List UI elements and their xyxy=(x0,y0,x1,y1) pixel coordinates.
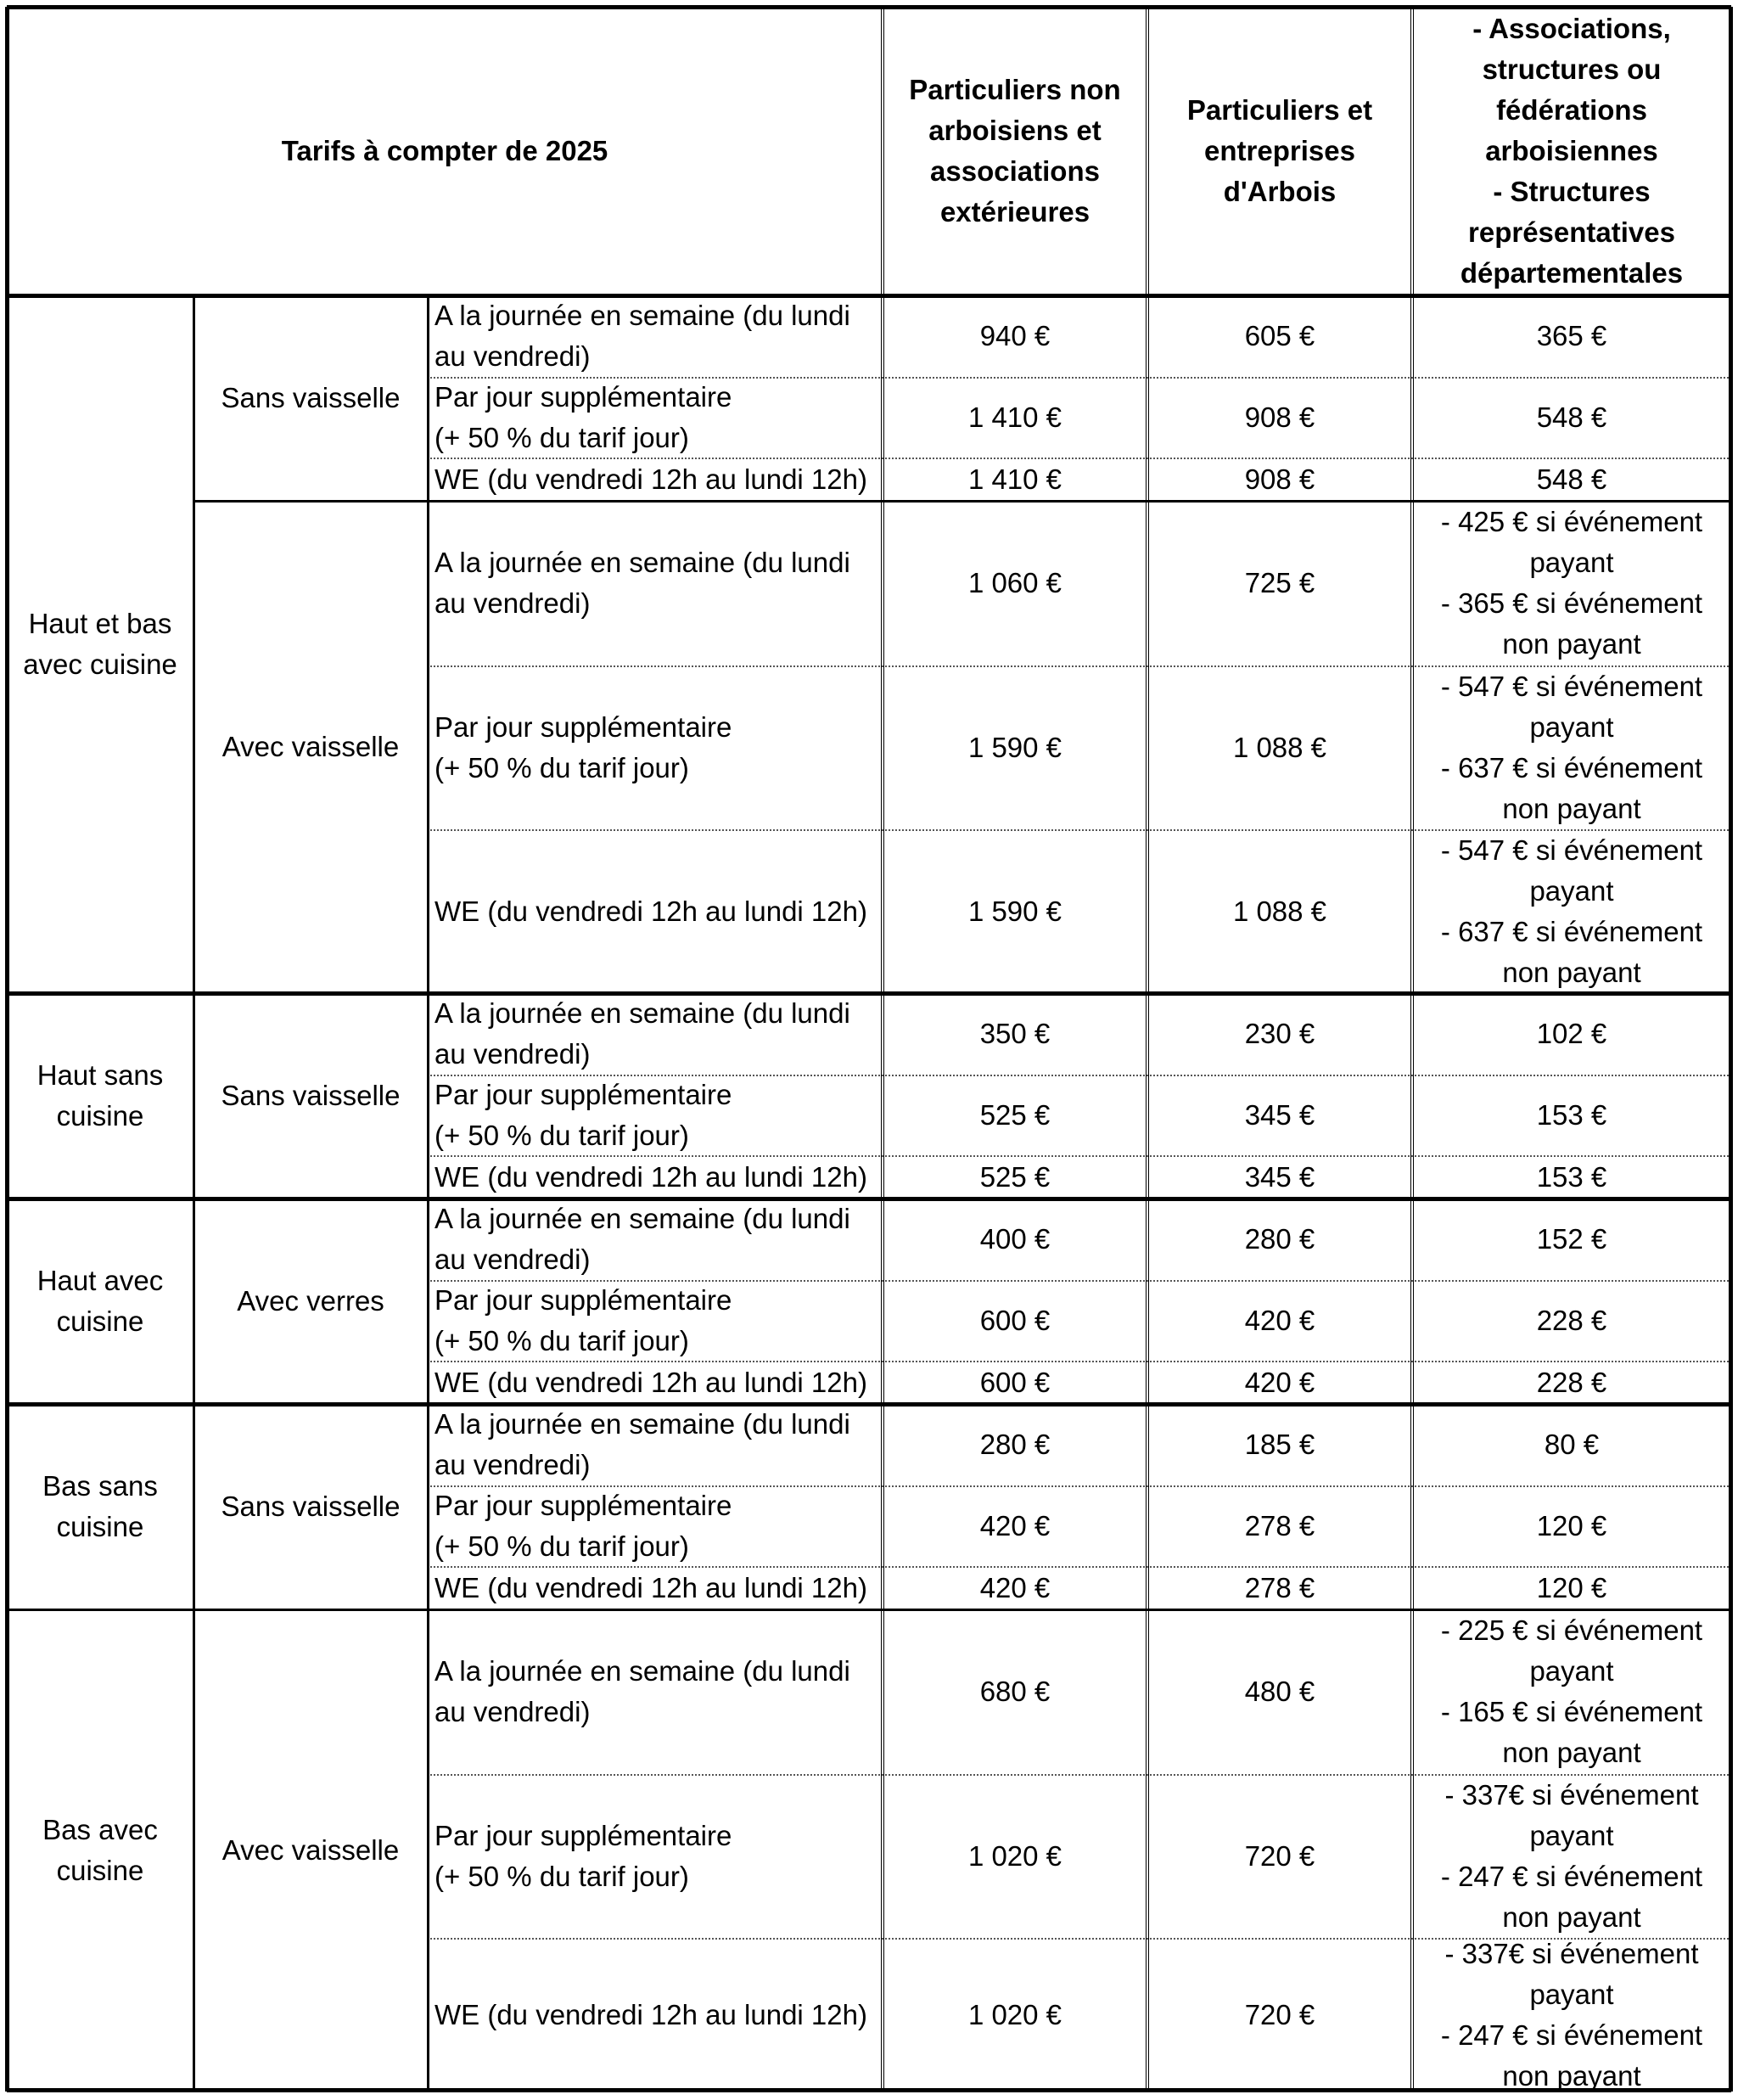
price-associations-cell: - 547 € si événement payant - 637 € si événement non payant xyxy=(1440,834,1703,988)
price-non-arbois-cell: 1 020 € xyxy=(967,1839,1062,1872)
price-associations-cell: 153 € xyxy=(1536,1098,1607,1131)
price-arbois-cell: 345 € xyxy=(1244,1160,1315,1193)
period-cell: A la journée en semaine (du lundi au vendredi) xyxy=(434,1203,850,1275)
room-label: Haut et bas avec cuisine xyxy=(23,608,177,680)
table-border-top xyxy=(7,5,1731,9)
price-arbois-cell: 278 € xyxy=(1244,1509,1315,1541)
subgroup-label: Avec verres xyxy=(237,1285,384,1317)
column-divider xyxy=(881,7,884,2092)
table-border-right xyxy=(1729,7,1733,2092)
period-cell: A la journée en semaine (du lundi au vendredi) xyxy=(434,997,850,1070)
table-border-left xyxy=(5,7,9,2092)
price-arbois-cell: 720 € xyxy=(1244,1839,1315,1872)
period-cell: WE (du vendredi 12h au lundi 12h) xyxy=(434,463,867,495)
price-associations-cell: - 547 € si événement payant - 637 € si événement non payant xyxy=(1440,670,1703,824)
subgroup-label: Avec vaisselle xyxy=(221,731,400,762)
subgroup-label: Sans vaisselle xyxy=(221,1080,401,1111)
price-non-arbois-cell: 1 590 € xyxy=(967,895,1062,927)
price-arbois-cell: 420 € xyxy=(1244,1304,1315,1336)
price-associations-cell: 120 € xyxy=(1536,1509,1607,1541)
price-arbois-cell: 908 € xyxy=(1244,401,1315,433)
column-divider xyxy=(193,295,195,2092)
price-arbois-cell: 720 € xyxy=(1244,1998,1315,2030)
column-divider xyxy=(1146,7,1149,2092)
column-header-arbois: Particuliers et entreprises d'Arbois xyxy=(1186,94,1373,207)
price-arbois-cell: 605 € xyxy=(1244,320,1315,351)
price-non-arbois-cell: 280 € xyxy=(979,1429,1051,1460)
price-non-arbois-cell: 600 € xyxy=(979,1366,1051,1398)
group-separator xyxy=(7,1402,1731,1407)
period-cell: Par jour supplémentaire (+ 50 % du tarif jour) xyxy=(434,710,732,783)
price-arbois-cell: 480 € xyxy=(1244,1676,1315,1707)
period-cell: Par jour supplémentaire (+ 50 % du tarif jour) xyxy=(434,1819,732,1892)
column-header-associations: - Associations, structures ou fédérations arboisiennes - Structures représentatives départementales xyxy=(1460,13,1684,289)
period-cell: WE (du vendredi 12h au lundi 12h) xyxy=(434,1366,867,1398)
subgroup-separator xyxy=(193,500,1731,503)
price-associations-cell: - 425 € si événement payant - 365 € si événement non payant xyxy=(1440,506,1703,660)
room-label: Haut sans cuisine xyxy=(36,1059,164,1131)
price-arbois-cell: 725 € xyxy=(1244,567,1315,598)
room-label: Bas avec cuisine xyxy=(42,1814,158,1886)
price-arbois-cell: 278 € xyxy=(1244,1571,1315,1603)
period-cell: A la journée en semaine (du lundi au vendredi) xyxy=(434,547,850,619)
price-associations-cell: 548 € xyxy=(1536,463,1607,495)
price-associations-cell: 228 € xyxy=(1536,1304,1607,1336)
price-non-arbois-cell: 420 € xyxy=(979,1509,1051,1541)
period-cell: Par jour supplémentaire (+ 50 % du tarif jour) xyxy=(434,380,732,453)
table-border-bottom xyxy=(7,2088,1731,2092)
price-arbois-cell: 1 088 € xyxy=(1232,895,1327,927)
subgroup-label: Sans vaisselle xyxy=(221,1491,401,1522)
period-cell: A la journée en semaine (du lundi au vendredi) xyxy=(434,1655,850,1727)
subgroup-label: Avec vaisselle xyxy=(221,1834,400,1866)
period-cell: WE (du vendredi 12h au lundi 12h) xyxy=(434,895,867,927)
period-cell: Par jour supplémentaire (+ 50 % du tarif jour) xyxy=(434,1078,732,1151)
price-arbois-cell: 280 € xyxy=(1244,1223,1315,1255)
price-non-arbois-cell: 1 020 € xyxy=(967,1998,1062,2030)
price-arbois-cell: 185 € xyxy=(1244,1429,1315,1460)
price-non-arbois-cell: 680 € xyxy=(979,1676,1051,1707)
price-associations-cell: 228 € xyxy=(1536,1366,1607,1398)
price-associations-cell: 120 € xyxy=(1536,1571,1607,1603)
group-separator xyxy=(7,1197,1731,1201)
subgroup-label: Sans vaisselle xyxy=(221,382,401,413)
price-associations-cell: - 225 € si événement payant - 165 € si événement non payant xyxy=(1440,1614,1703,1768)
period-cell: WE (du vendredi 12h au lundi 12h) xyxy=(434,1571,867,1603)
price-non-arbois-cell: 1 410 € xyxy=(967,401,1062,433)
price-associations-cell: 365 € xyxy=(1536,320,1607,351)
price-non-arbois-cell: 1 410 € xyxy=(967,463,1062,495)
price-arbois-cell: 345 € xyxy=(1244,1098,1315,1131)
period-cell: WE (du vendredi 12h au lundi 12h) xyxy=(434,1998,867,2030)
price-associations-cell: 152 € xyxy=(1536,1223,1607,1255)
price-associations-cell: 548 € xyxy=(1536,401,1607,433)
price-non-arbois-cell: 350 € xyxy=(979,1018,1051,1049)
price-arbois-cell: 908 € xyxy=(1244,463,1315,495)
price-associations-cell: - 337€ si événement payant - 247 € si événement non payant xyxy=(1440,1937,1703,2092)
header-separator xyxy=(7,294,1731,298)
price-non-arbois-cell: 525 € xyxy=(979,1160,1051,1193)
group-separator xyxy=(7,991,1731,996)
price-non-arbois-cell: 400 € xyxy=(979,1223,1051,1255)
price-arbois-cell: 420 € xyxy=(1244,1366,1315,1398)
column-header-non-arbois: Particuliers non arboisiens et associations extérieures xyxy=(909,74,1121,227)
period-cell: A la journée en semaine (du lundi au vendredi) xyxy=(434,300,850,372)
price-associations-cell: 80 € xyxy=(1544,1429,1600,1460)
period-cell: Par jour supplémentaire (+ 50 % du tarif jour) xyxy=(434,1283,732,1356)
price-non-arbois-cell: 940 € xyxy=(979,320,1051,351)
period-cell: WE (du vendredi 12h au lundi 12h) xyxy=(434,1160,867,1193)
group-separator xyxy=(7,1609,1731,1611)
price-associations-cell: 102 € xyxy=(1536,1018,1607,1049)
tariff-table xyxy=(7,7,1731,2092)
table-title: Tarifs à compter de 2025 xyxy=(281,135,608,166)
price-arbois-cell: 230 € xyxy=(1244,1018,1315,1049)
room-label: Haut avec cuisine xyxy=(36,1265,164,1337)
price-non-arbois-cell: 1 060 € xyxy=(967,567,1062,598)
period-cell: A la journée en semaine (du lundi au vendredi) xyxy=(434,1408,850,1480)
price-non-arbois-cell: 525 € xyxy=(979,1098,1051,1131)
price-non-arbois-cell: 1 590 € xyxy=(967,731,1062,763)
column-divider xyxy=(1410,7,1414,2092)
room-label: Bas sans cuisine xyxy=(42,1470,158,1542)
period-cell: Par jour supplémentaire (+ 50 % du tarif jour) xyxy=(434,1489,732,1562)
price-associations-cell: 153 € xyxy=(1536,1160,1607,1193)
price-arbois-cell: 1 088 € xyxy=(1232,731,1327,763)
price-associations-cell: - 337€ si événement payant - 247 € si événement non payant xyxy=(1440,1778,1703,1933)
price-non-arbois-cell: 420 € xyxy=(979,1571,1051,1603)
column-divider xyxy=(427,295,429,2092)
price-non-arbois-cell: 600 € xyxy=(979,1304,1051,1336)
